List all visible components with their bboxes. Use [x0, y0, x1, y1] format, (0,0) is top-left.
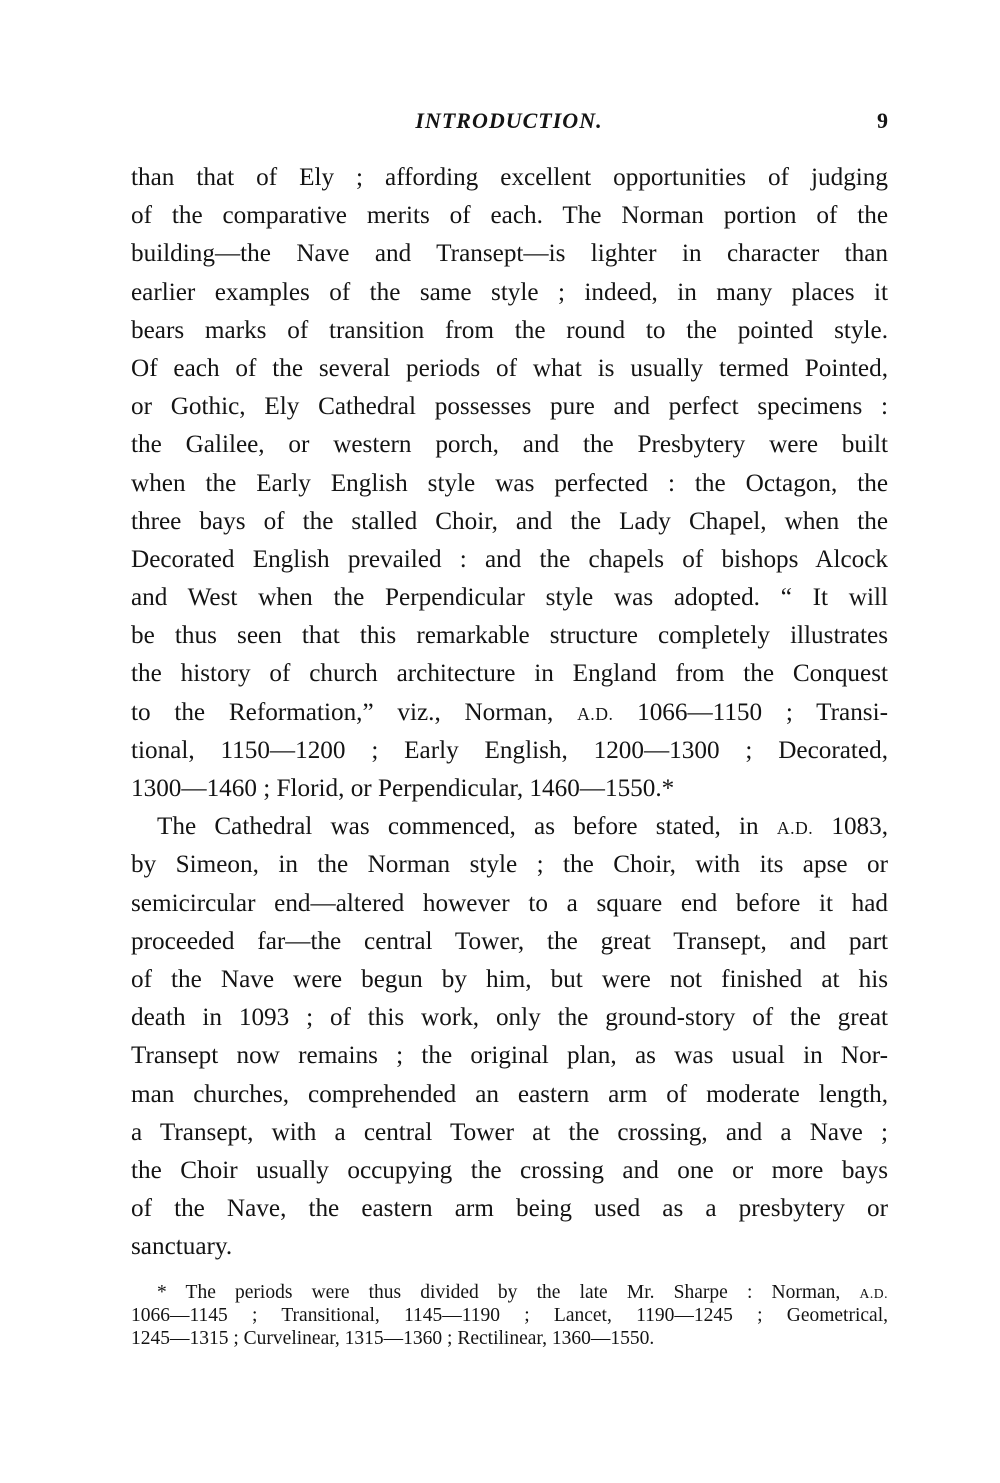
text-line: by Simeon, in the Norman style ; the Choir, with its apse or [131, 851, 888, 879]
text-line: man churches, comprehended an eastern arm of moderate length, [131, 1080, 888, 1108]
text-line: three bays of the stalled Choir, and the Lady Chapel, when the [131, 507, 888, 535]
text-segment: 1066—1150 ; Transi- [637, 698, 888, 726]
text-segment: to the Reformation,” viz., Norman, [131, 698, 554, 726]
text-line: Of each of the several periods of what is usually termed Pointed, [131, 354, 888, 382]
anno-domini-abbrev: A.D. [577, 703, 614, 724]
text-line: than that of Ely ; affording excellent opportunities of judging [131, 164, 888, 191]
text-line: earlier examples of the same style ; indeed, in many places it [131, 278, 888, 306]
text-line [131, 694, 888, 732]
text-line: the history of church architecture in England from the Conquest [131, 660, 888, 688]
anno-domini-abbrev: A.D. [776, 818, 814, 839]
text-line: and West when the Perpendicular style was adopted. “ It will [131, 584, 888, 612]
text-line: Transept now remains ; the original plan, as was usual in Nor- [131, 1042, 888, 1070]
body-text [131, 159, 888, 1266]
anno-domini-abbrev: A.D. [859, 1286, 888, 1301]
footnote-line: 1245—1315 ; Curvelinear, 1315—1360 ; Rectilinear, 1360—1550. [131, 1328, 655, 1349]
text-line: or Gothic, Ely Cathedral possesses pure and perfect specimens : [131, 393, 888, 421]
paragraph-2 [131, 808, 888, 1266]
text-line: of the Nave, the eastern arm being used as a presbytery or [131, 1195, 888, 1223]
footnote [131, 1281, 888, 1350]
text-line: when the Early English style was perfected : the Octagon, the [131, 469, 888, 497]
running-head [130, 108, 888, 138]
text-line: sanctuary. [131, 1233, 233, 1261]
text-line: of the Nave were begun by him, but were not finished at his [131, 965, 888, 993]
text-line: tional, 1150—1200 ; Early English, 1200—1300 ; Decorated, [131, 736, 888, 764]
text-line: of the comparative merits of each. The Norman portion of the [131, 202, 888, 230]
text-line: semicircular end—altered however to a square end before it had [131, 889, 888, 917]
text-line: building—the Nave and Transept—is lighter in character than [131, 240, 888, 268]
footnote-line [131, 1281, 888, 1304]
text-line: a Transept, with a central Tower at the crossing, and a Nave ; [131, 1118, 888, 1146]
paragraph-1 [131, 159, 888, 808]
footnote-line: 1066—1145 ; Transitional, 1145—1190 ; Lancet, 1190—1245 ; Geometrical, [131, 1305, 888, 1326]
text-line: Decorated English prevailed : and the chapels of bishops Alcock [131, 545, 888, 573]
text-segment: 1083, [831, 813, 889, 841]
text-line: 1300—1460 ; Florid, or Perpendicular, 1460—1550.* [131, 775, 675, 802]
text-line: be thus seen that this remarkable structure completely illustrates [131, 622, 888, 650]
page-number: 9 [877, 108, 888, 133]
running-title: INTRODUCTION. [415, 108, 603, 133]
text-line: the Choir usually occupying the crossing and one or more bays [131, 1156, 888, 1184]
text-segment: * The periods were thus divided by the late Mr. Sharpe : Norman, [157, 1282, 841, 1303]
text-line: proceeded far—the central Tower, the great Transept, and part [131, 927, 888, 955]
text-line: the Galilee, or western porch, and the Presbytery were built [131, 431, 888, 459]
text-line: bears marks of transition from the round to the pointed style. [131, 316, 888, 344]
text-line: death in 1093 ; of this work, only the ground-story of the great [131, 1004, 888, 1032]
text-segment: The Cathedral was commenced, as before stated, in [157, 813, 759, 841]
text-line [131, 808, 888, 846]
